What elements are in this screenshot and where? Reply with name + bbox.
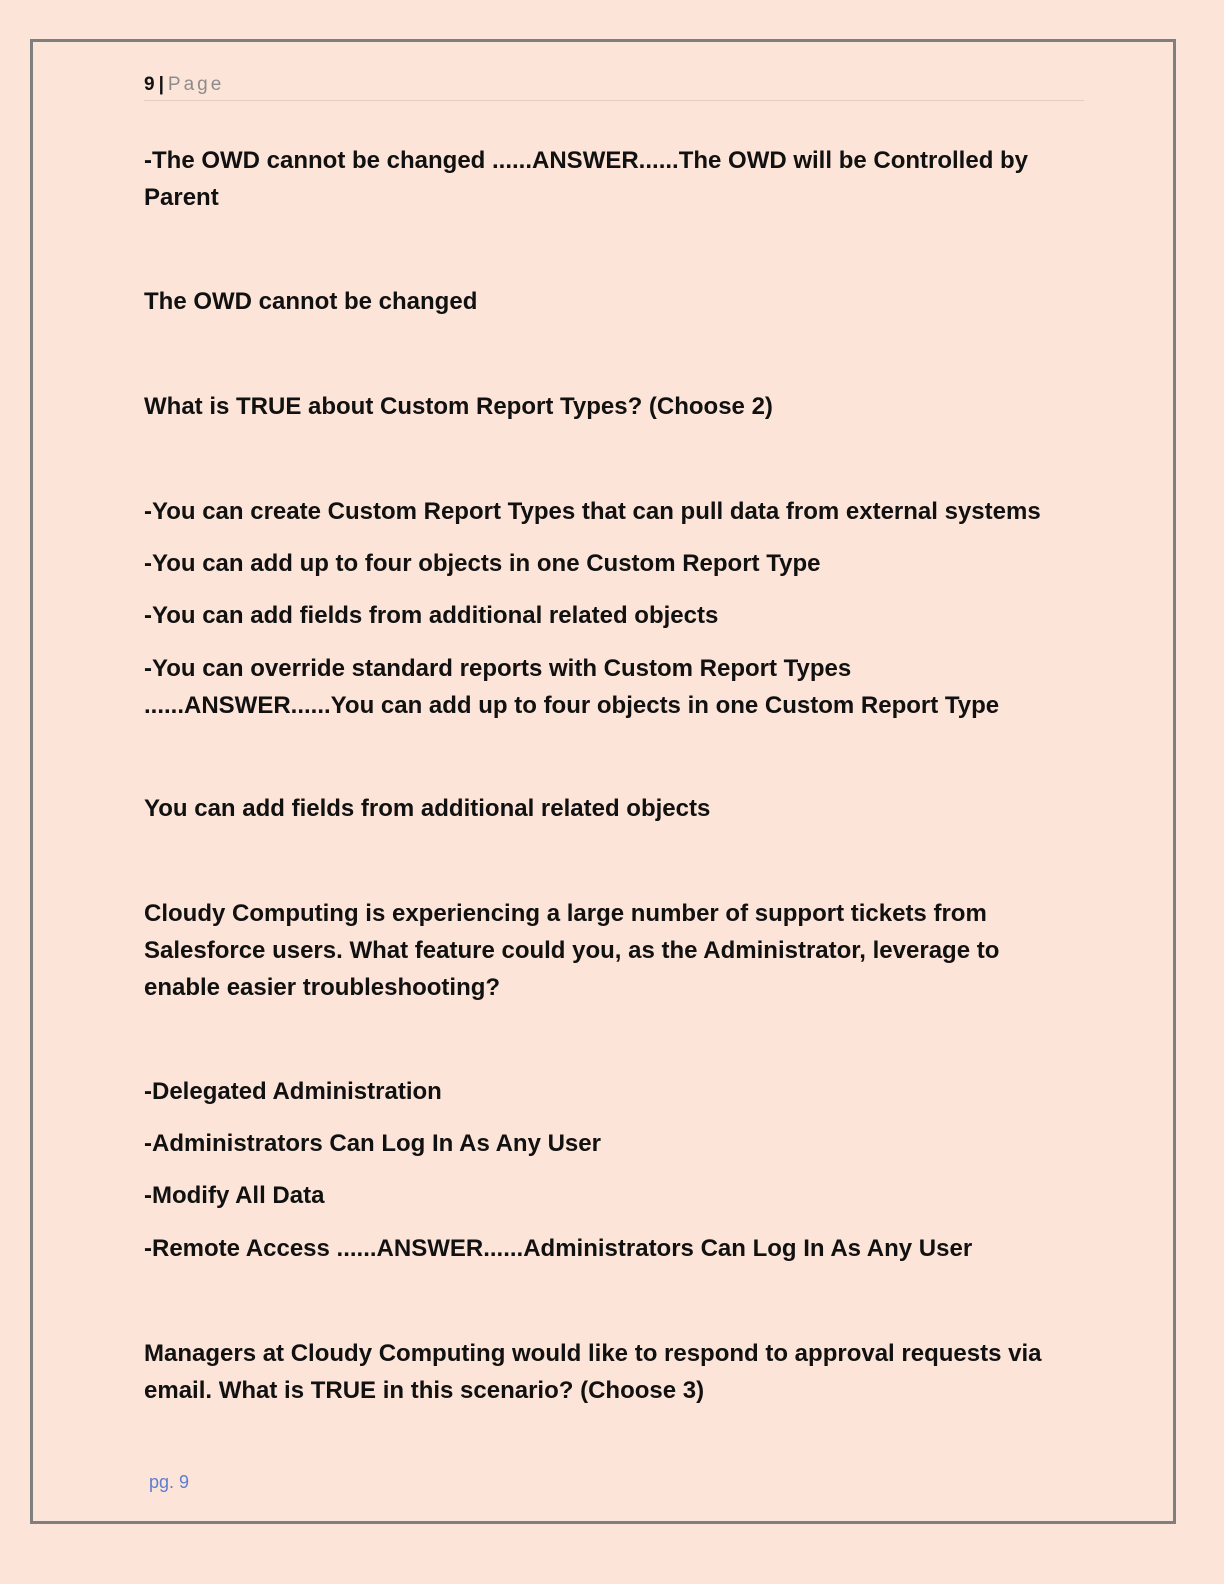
paragraph: -The OWD cannot be changed ......ANSWER......The OWD will be Controlled by Parent: [144, 147, 1029, 211]
option-modify-all-data: [144, 1177, 1074, 1214]
paragraph: Cloudy Computing is experiencing a large number of support tickets from Salesforce users. What feature could you, as the Administrator, leverage to enable easier troubleshooting?: [144, 900, 1000, 1001]
option-log-in-as-any-user: [144, 1125, 1074, 1162]
page-border: [30, 39, 1176, 1524]
question-custom-report-types: [144, 388, 1074, 425]
page-footer: pg. 9: [149, 1472, 190, 1492]
option-four-objects: [144, 545, 1074, 582]
paragraph: -You can create Custom Report Types that can pull data from external systems: [144, 498, 1041, 525]
paragraph-owd: [144, 283, 1074, 320]
paragraph: -You can add up to four objects in one Custom Report Type: [144, 550, 821, 577]
paragraph: -You can override standard reports with Custom Report Types ......ANSWER......You can add up to four objects in one Custom Report Type: [144, 655, 1000, 719]
paragraph-owd-answer: [144, 142, 1074, 216]
answer-related-objects: [144, 790, 1074, 827]
option-override-answer: [144, 650, 1074, 724]
header-page-number: 9: [144, 74, 155, 95]
header-page-label: Page: [167, 74, 225, 95]
question-approval-requests: [144, 1335, 1074, 1409]
option-related-objects: [144, 597, 1074, 634]
paragraph: What is TRUE about Custom Report Types? (Choose 2): [144, 393, 773, 420]
paragraph: -Modify All Data: [144, 1182, 325, 1209]
header-separator: |: [158, 74, 164, 95]
paragraph: -You can add fields from additional related objects: [144, 602, 719, 629]
paragraph: -Administrators Can Log In As Any User: [144, 1130, 601, 1157]
page-header: [144, 72, 1084, 101]
paragraph: -Remote Access ......ANSWER......Administrators Can Log In As Any User: [144, 1235, 973, 1262]
option-remote-access-answer: [144, 1230, 1074, 1267]
paragraph: You can add fields from additional related objects: [144, 795, 711, 822]
paragraph: Managers at Cloudy Computing would like to respond to approval requests via email. What is TRUE in this scenario? (Choose 3): [144, 1340, 1042, 1404]
paragraph: -Delegated Administration: [144, 1078, 442, 1105]
option-delegated-administration: [144, 1073, 1074, 1110]
question-troubleshooting: [144, 895, 1074, 1006]
option-external-systems: [144, 493, 1074, 530]
paragraph: The OWD cannot be changed: [144, 288, 478, 315]
